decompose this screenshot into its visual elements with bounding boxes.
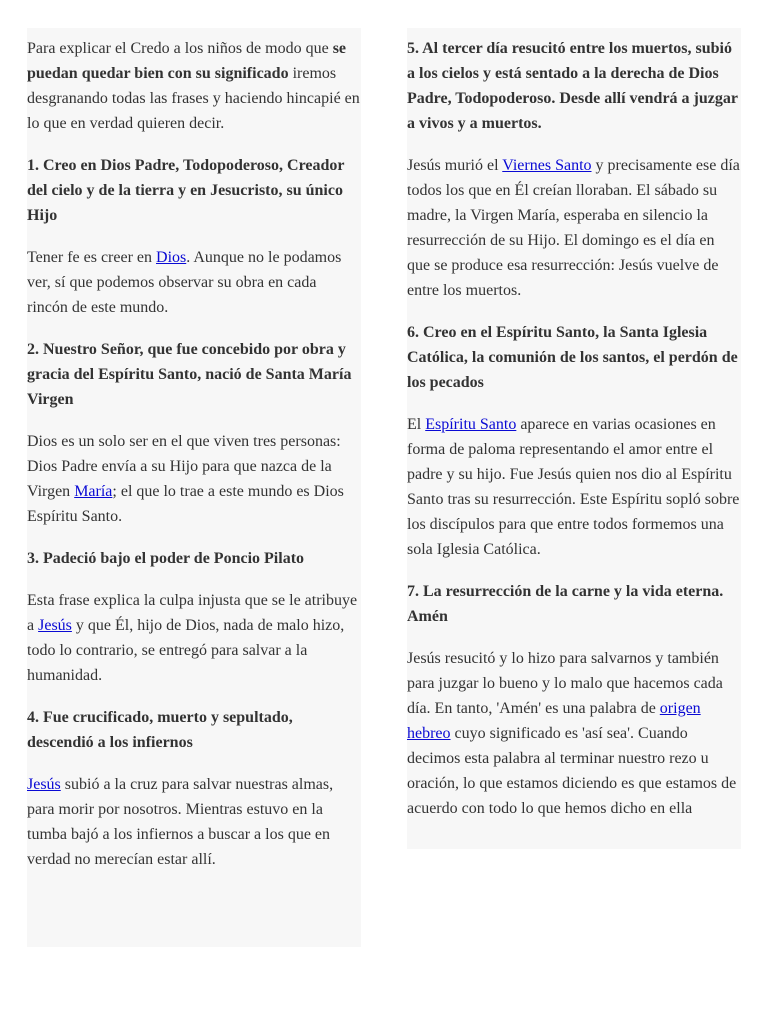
intro-bold-text: se puedan quedar bien con su significado xyxy=(27,40,347,82)
section-3-heading: 3. Padeció bajo el poder de Poncio Pilato xyxy=(27,550,305,567)
section-1-heading: 1. Creo en Dios Padre, Todopoderoso, Creador del cielo y de la tierra y en Jesucristo, su único Hijo xyxy=(27,157,345,224)
section-6-text-2: aparece en varias ocasiones en forma de paloma representando el amor entre el padre y su hijo. Fue Jesús quien nos dio al Espíritu Santo tras su resurrección. Este Espíritu sopló sobre los discípulos para que entre todos formemos una sola Iglesia Católica. xyxy=(407,416,740,558)
section-4-paragraph xyxy=(27,772,361,872)
section-3-text-1: Esta frase explica la culpa injusta que se le atribuye a xyxy=(27,592,358,634)
section-4-heading: 4. Fue crucificado, muerto y sepultado, descendió a los infiernos xyxy=(27,709,293,751)
intro-paragraph xyxy=(27,36,361,136)
section-6-paragraph xyxy=(407,412,741,562)
link-origen-hebreo[interactable]: origen hebreo xyxy=(407,700,701,742)
left-column xyxy=(27,28,361,947)
intro-text-2: iremos desgranando todas las frases y haciendo hincapié en lo que en verdad quieren decir. xyxy=(27,65,360,132)
link-maria[interactable]: María xyxy=(74,483,113,500)
section-4-text-2: subió a la cruz para salvar nuestras almas, para morir por nosotros. Mientras estuvo en la tumba bajó a los infiernos a buscar a los que en verdad no merecían estar allí. xyxy=(27,776,334,868)
section-7-text-2: cuyo significado es 'así sea'. Cuando decimos esta palabra al terminar nuestro rezo u oración, lo que estamos diciendo es que estamos de acuerdo con todo lo que hemos dicho en ella xyxy=(407,725,737,817)
section-5-paragraph xyxy=(407,153,741,303)
section-6-text-1: El xyxy=(407,416,426,433)
section-7-text-1: Jesús resucitó y lo hizo para salvarnos y también para juzgar lo bueno y lo malo que hacemos cada día. En tanto, 'Amén' es una palabra de xyxy=(407,650,723,717)
link-viernes-santo[interactable]: Viernes Santo xyxy=(502,157,592,174)
section-3-paragraph xyxy=(27,588,361,688)
section-6-heading: 6. Creo en el Espíritu Santo, la Santa Iglesia Católica, la comunión de los santos, el perdón de los pecados xyxy=(407,324,738,391)
section-2-text-2: ; el que lo trae a este mundo es Dios Espíritu Santo. xyxy=(27,483,344,525)
section-2-heading: 2. Nuestro Señor, que fue concebido por obra y gracia del Espíritu Santo, nació de Santa María Virgen xyxy=(27,341,352,408)
section-1-text-2: . Aunque no le podamos ver, sí que podemos observar su obra en cada rincón de este mundo. xyxy=(27,249,342,316)
section-5-heading: 5. Al tercer día resucitó entre los muertos, subió a los cielos y está sentado a la derecha de Dios Padre, Todopoderoso. Desde allí vendrá a juzgar a vivos y a muertos. xyxy=(407,40,738,132)
section-1-text-1: Tener fe es creer en xyxy=(27,249,157,266)
section-7-paragraph xyxy=(407,646,741,821)
section-2-paragraph xyxy=(27,429,361,529)
link-jesus[interactable]: Jesús xyxy=(38,617,72,634)
link-espiritu-santo[interactable]: Espíritu Santo xyxy=(425,416,517,433)
link-dios[interactable]: Dios xyxy=(156,249,187,266)
link-jesus-2[interactable]: Jesús xyxy=(27,776,61,793)
section-5-text-2: y precisamente ese día todos los que en Él creían lloraban. El sábado su madre, la Virgen María, esperaba en silencio la resurrección de su Hijo. El domingo es el día en que se produce esa resurrección: Jesús vuelve de entre los muertos. xyxy=(407,157,740,299)
right-column xyxy=(407,28,741,849)
section-7-heading: 7. La resurrección de la carne y la vida eterna. Amén xyxy=(407,583,724,625)
section-2-text-1: Dios es un solo ser en el que viven tres personas: Dios Padre envía a su Hijo para que nazca de la Virgen xyxy=(27,433,341,500)
intro-text-1: Para explicar el Credo a los niños de modo que xyxy=(27,40,333,57)
section-3-text-2: y que Él, hijo de Dios, nada de malo hizo, todo lo contrario, se entregó para salvar a la humanidad. xyxy=(27,617,345,684)
section-5-text-1: Jesús murió el xyxy=(407,157,503,174)
section-1-paragraph xyxy=(27,245,361,320)
